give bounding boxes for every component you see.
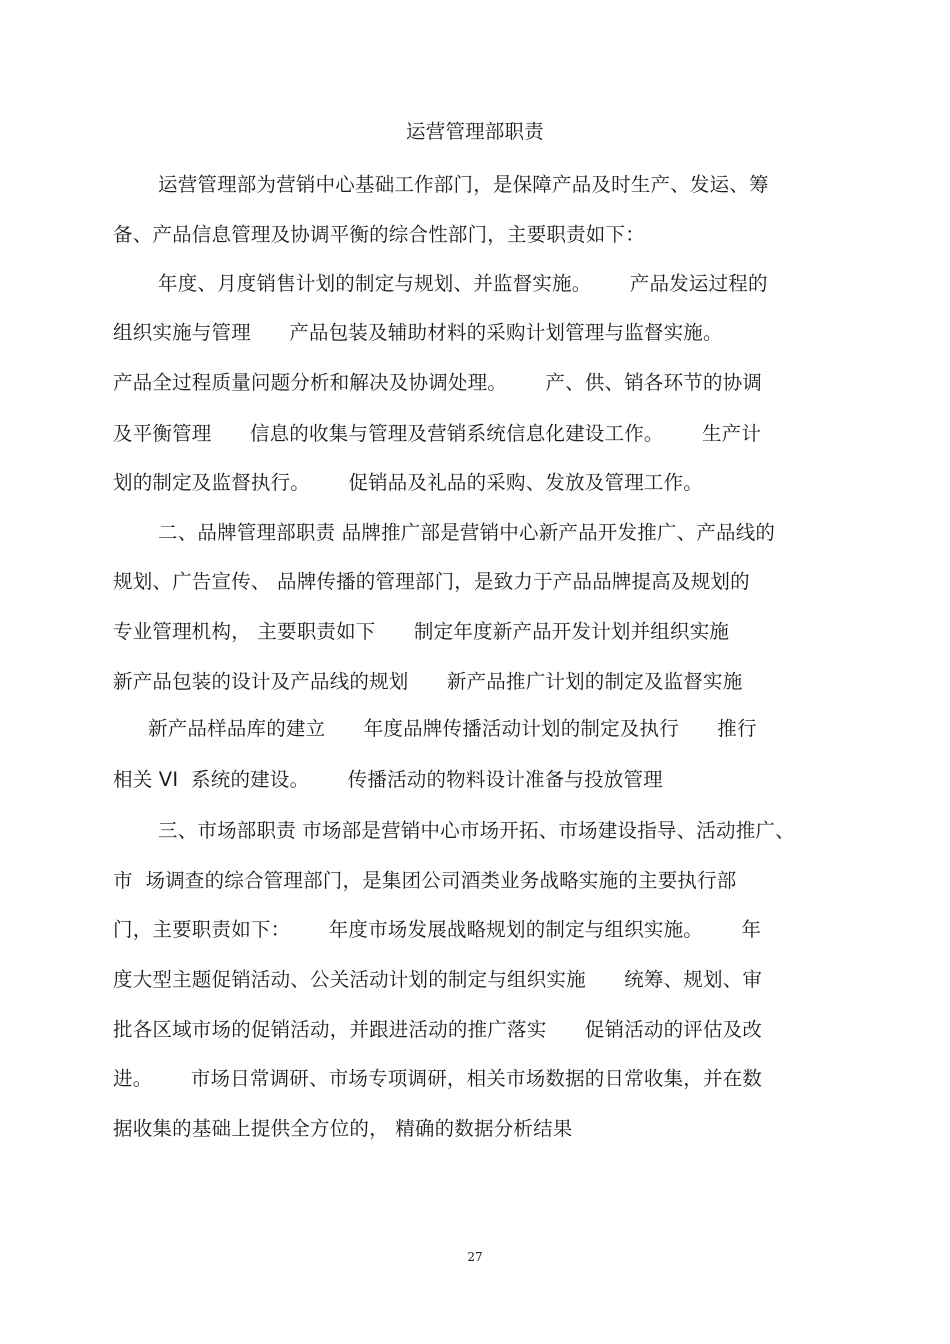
page-title: 运营管理部职责 (406, 120, 544, 143)
body-line: 市 场调查的综合管理部门，是集团公司酒类业务战略实施的主要执行部 (113, 869, 737, 892)
body-line: 备、产品信息管理及协调平衡的综合性部门，主要职责如下： (113, 223, 645, 246)
body-line: 及平衡管理 信息的收集与管理及营销系统信息化建设工作。 生产计 (113, 422, 762, 445)
body-line: 规划、广告宣传、 品牌传播的管理部门，是致力于产品品牌提高及规划的 (113, 570, 750, 593)
body-line: 组织实施与管理 产品包装及辅助材料的采购计划管理与监督实施。 (113, 321, 723, 344)
body-line: 三、市场部职责 市场部是营销中心市场开拓、市场建设指导、活动推广、 (158, 819, 795, 842)
body-line: 新产品样品库的建立 年度品牌传播活动计划的制定及执行 推行 (148, 717, 757, 740)
body-line: 进。 市场日常调研、市场专项调研，相关市场数据的日常收集，并在数 (113, 1067, 763, 1090)
body-line: 相关 VI 系统的建设。 传播活动的物料设计准备与投放管理 (113, 768, 663, 791)
body-line: 门，主要职责如下： 年度市场发展战略规划的制定与组织实施。 年 (113, 918, 762, 941)
body-line: 产品全过程质量问题分析和解决及协调处理。 产、供、销各环节的协调 (113, 371, 763, 394)
body-line: 专业管理机构， 主要职责如下 制定年度新产品开发计划并组织实施 (113, 620, 730, 643)
body-line: 据收集的基础上提供全方位的， 精确的数据分析结果 (113, 1117, 573, 1140)
body-line: 新产品包装的设计及产品线的规划 新产品推广计划的制定及监督实施 (113, 670, 743, 693)
body-line: 运营管理部为营销中心基础工作部门，是保障产品及时生产、发运、筹 (158, 173, 769, 196)
page-number: 27 (467, 1250, 483, 1264)
body-line: 划的制定及监督执行。 促销品及礼品的采购、发放及管理工作。 (113, 471, 703, 494)
body-line: 度大型主题促销活动、公关活动计划的制定与组织实施 统筹、规划、审 (113, 968, 763, 991)
body-line: 批各区域市场的促销活动，并跟进活动的推广落实 促销活动的评估及改 (113, 1018, 763, 1041)
body-line: 年度、月度销售计划的制定与规划、并监督实施。 产品发运过程的 (158, 272, 768, 295)
body-line: 二、品牌管理部职责 品牌推广部是营销中心新产品开发推广、产品线的 (158, 521, 776, 544)
